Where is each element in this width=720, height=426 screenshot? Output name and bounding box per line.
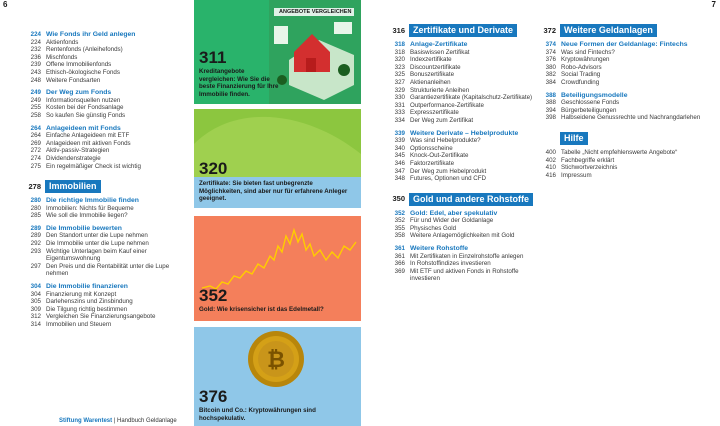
toc-title: Den Standort unter die Lupe nehmen bbox=[46, 232, 148, 240]
footer-title: Handbuch Geldanlage bbox=[117, 418, 177, 424]
toc-entry[interactable] bbox=[20, 205, 188, 213]
toc-page-number: 249 bbox=[30, 89, 41, 97]
toc-title: Einfache Anlageideen mit ETF bbox=[46, 132, 130, 140]
toc-title: Mit ETF und aktiven Fonds in Rohstoffe investieren bbox=[410, 267, 519, 283]
toc-page-number: 239 bbox=[30, 61, 41, 69]
toc-page-number: 380 bbox=[545, 63, 556, 71]
toc-page-number: 304 bbox=[30, 283, 41, 291]
toc-page-number: 402 bbox=[545, 156, 556, 164]
toc-page-number: 264 bbox=[30, 132, 41, 140]
toc-entry[interactable] bbox=[535, 64, 710, 72]
chapter-title: Zertifikate und Derivate bbox=[409, 24, 517, 37]
toc-title: Immobilien: Nichts für Bequeme bbox=[46, 204, 134, 212]
toc-entry[interactable] bbox=[384, 232, 544, 240]
toc-entry[interactable] bbox=[535, 164, 710, 172]
toc-entry[interactable] bbox=[20, 112, 188, 120]
tile-zertifikate bbox=[194, 109, 361, 208]
tile-page-number: 311 bbox=[199, 48, 227, 67]
toc-page-number: 224 bbox=[30, 31, 41, 38]
toc-page-number: 304 bbox=[30, 290, 41, 298]
toc-title: Gold: Edel, aber spekulativ bbox=[410, 209, 498, 217]
toc-title: Informationsquellen nutzen bbox=[46, 96, 121, 104]
toc-entry[interactable] bbox=[20, 104, 188, 112]
tile-caption: Bitcoin und Co.: Kryptowährungen sind hochspekulativ. bbox=[199, 407, 316, 422]
toc-section-heading[interactable] bbox=[20, 31, 188, 39]
toc-title: Anlage-Zertifikate bbox=[410, 41, 468, 48]
toc-page-number: 388 bbox=[545, 99, 556, 107]
toc-section-heading[interactable] bbox=[535, 41, 710, 49]
toc-page-number: 314 bbox=[30, 321, 41, 328]
toc-page-number: 232 bbox=[30, 46, 41, 54]
toc-title: Fachbegriffe erklärt bbox=[561, 156, 615, 164]
footer-separator: | bbox=[113, 418, 116, 424]
toc-entry[interactable] bbox=[535, 99, 710, 107]
toc-page-number: 264 bbox=[30, 124, 41, 132]
toc-title: Offene Immobilienfonds bbox=[46, 61, 112, 69]
toc-entry[interactable] bbox=[384, 160, 544, 168]
toc-title: Indexzertifikate bbox=[410, 56, 452, 64]
toc-page-number: 410 bbox=[545, 164, 556, 172]
toc-entry[interactable] bbox=[20, 69, 188, 77]
toc-entry[interactable] bbox=[384, 268, 544, 283]
toc-page-number: 248 bbox=[30, 76, 41, 84]
toc-page-number: 334 bbox=[394, 116, 405, 124]
tile-caption: Gold: Wie krisensicher ist das Edelmetall? bbox=[199, 306, 324, 313]
toc-title: Der Weg zum Zertifikat bbox=[410, 116, 474, 124]
toc-entry[interactable] bbox=[535, 49, 710, 57]
toc-title: Ethisch-ökologische Fonds bbox=[46, 68, 120, 76]
toc-page-number: 274 bbox=[30, 154, 41, 162]
toc-page-number: 297 bbox=[30, 262, 41, 270]
toc-entry[interactable] bbox=[384, 137, 544, 145]
toc-entry[interactable] bbox=[20, 77, 188, 85]
toc-entry[interactable] bbox=[384, 71, 544, 79]
toc-title: Weitere Derivate – Hebelprodukte bbox=[410, 129, 519, 137]
footer-brand: Stiftung Warentest bbox=[59, 418, 113, 424]
toc-title: Robo-Advisors bbox=[561, 63, 602, 71]
toc-entry[interactable] bbox=[535, 157, 710, 165]
toc-title: Kosten bei der Fondsanlage bbox=[46, 104, 124, 112]
toc-page-number: 243 bbox=[30, 68, 41, 76]
toc-page-number: 318 bbox=[394, 48, 405, 56]
toc-page-number: 398 bbox=[545, 114, 556, 122]
toc-section-heading[interactable] bbox=[20, 125, 188, 133]
toc-page-number: 361 bbox=[394, 252, 405, 260]
toc-title: Futures, Optionen und CFD bbox=[410, 175, 487, 183]
toc-title: Bürgerbeteiligungen bbox=[561, 106, 617, 114]
toc-entry[interactable] bbox=[20, 263, 188, 278]
page-number-left: 6 bbox=[3, 0, 8, 9]
chapter-title: Gold und andere Rohstoffe bbox=[409, 193, 533, 206]
toc-title: Finanzierung mit Konzept bbox=[46, 290, 117, 298]
toc-section-heading[interactable] bbox=[20, 225, 188, 233]
toc-entry[interactable] bbox=[20, 155, 188, 163]
toc-entry[interactable] bbox=[20, 321, 188, 329]
toc-title: Die Tilgung richtig bestimmen bbox=[46, 305, 128, 313]
chapter-page-number: 350 bbox=[392, 194, 405, 204]
toc-title: Den Preis und die Rentabilität unter die Lupe nehmen bbox=[46, 262, 170, 278]
toc-title: Anlageideen mit aktiven Fonds bbox=[46, 139, 131, 147]
toc-entry[interactable] bbox=[20, 291, 188, 299]
toc-entry[interactable] bbox=[535, 172, 710, 180]
toc-page-number: 340 bbox=[394, 144, 405, 152]
toc-entry[interactable] bbox=[20, 97, 188, 105]
toc-entry[interactable] bbox=[384, 87, 544, 95]
toc-title: Weitere Rohstoffe bbox=[410, 245, 469, 253]
toc-entry[interactable] bbox=[535, 114, 710, 122]
toc-section-heading[interactable] bbox=[384, 41, 544, 49]
toc-title: Aktienanleihen bbox=[410, 78, 451, 86]
toc-title: Die Immobilie unter die Lupe nehmen bbox=[46, 240, 149, 248]
toc-title: Neue Formen der Geldanlage: Fintechs bbox=[561, 41, 688, 48]
toc-entry[interactable] bbox=[384, 217, 544, 225]
toc-page-number: 285 bbox=[30, 212, 41, 220]
toc-title: Rentenfonds (Anleihefonds) bbox=[46, 46, 123, 54]
toc-entry[interactable] bbox=[20, 240, 188, 248]
toc-page-number: 329 bbox=[394, 86, 405, 94]
toc-column-1 bbox=[20, 26, 188, 329]
tile-page-number: 376 bbox=[199, 387, 228, 406]
toc-title: Mischfonds bbox=[46, 53, 78, 61]
toc-page-number: 382 bbox=[545, 71, 556, 79]
toc-entry[interactable] bbox=[384, 102, 544, 110]
toc-title: Weitere Anlagemöglichkeiten mit Gold bbox=[410, 232, 515, 240]
toc-title: Der Weg zum Hebelprodukt bbox=[410, 167, 487, 175]
toc-title: Kryptowährungen bbox=[561, 56, 610, 64]
toc-page-number: 355 bbox=[394, 224, 405, 232]
toc-page-number: 339 bbox=[394, 129, 405, 137]
toc-page-number: 325 bbox=[394, 71, 405, 79]
toc-title: So kaufen Sie günstig Fonds bbox=[46, 111, 126, 119]
tile-caption: Zertifikate: Sie bieten fast unbegrenzte Möglichkeiten, sind aber nur für erfahrene Anleger geeignet. bbox=[199, 180, 348, 202]
toc-title: Garantiezertifikate (Kapitalschutz-Zertifikate) bbox=[410, 94, 533, 102]
tile-banner: ANGEBOTE VERGLEICHEN bbox=[279, 9, 352, 15]
chapter-heading bbox=[535, 24, 710, 37]
toc-entry[interactable] bbox=[384, 225, 544, 233]
chapter-heading bbox=[535, 132, 710, 145]
toc-title: Was sind Hebelprodukte? bbox=[410, 137, 481, 145]
chapter-heading bbox=[384, 193, 544, 206]
chapter-heading bbox=[20, 180, 188, 193]
toc-page-number: 258 bbox=[30, 111, 41, 119]
toc-page-number: 416 bbox=[545, 171, 556, 179]
toc-title: Crowdfunding bbox=[561, 78, 600, 86]
toc-title: Bonuszertifikate bbox=[410, 71, 455, 79]
toc-title: Der Weg zum Fonds bbox=[46, 89, 112, 97]
toc-title: Für und Wider der Goldanlage bbox=[410, 217, 494, 225]
toc-entry[interactable] bbox=[384, 109, 544, 117]
toc-page-number: 293 bbox=[30, 247, 41, 255]
toc-entry[interactable] bbox=[20, 46, 188, 54]
toc-entry[interactable] bbox=[535, 71, 710, 79]
toc-entry[interactable] bbox=[20, 248, 188, 263]
toc-title: Halbseidene Genussrechte und Nachrangdarlehen bbox=[561, 114, 701, 122]
tile-page-number: 352 bbox=[199, 286, 228, 305]
toc-title: Darlehenszins und Zinsbindung bbox=[46, 298, 133, 306]
toc-title: Impressum bbox=[561, 171, 592, 179]
toc-page-number: 331 bbox=[394, 101, 405, 109]
toc-page-number: 224 bbox=[30, 38, 41, 46]
toc-title: Aktienfonds bbox=[46, 38, 79, 46]
toc-page-number: 280 bbox=[30, 197, 41, 205]
toc-page-number: 323 bbox=[394, 63, 405, 71]
toc-page-number: 394 bbox=[545, 106, 556, 114]
tile-kreditangebote bbox=[194, 0, 361, 104]
toc-page-number: 366 bbox=[394, 260, 405, 268]
toc-page-number: 327 bbox=[394, 78, 405, 86]
toc-title: Die richtige Immobilie finden bbox=[46, 197, 139, 205]
toc-section-heading[interactable] bbox=[535, 92, 710, 100]
chapter-page-number: 278 bbox=[28, 181, 41, 191]
toc-title: Wie Fonds ihr Geld anlegen bbox=[46, 31, 136, 38]
toc-entry[interactable] bbox=[20, 140, 188, 148]
tile-bitcoin bbox=[194, 327, 361, 426]
toc-entry[interactable] bbox=[535, 107, 710, 115]
toc-title: Expresszertifikate bbox=[410, 109, 459, 117]
toc-title: Knock-Out-Zertifikate bbox=[410, 152, 469, 160]
toc-page-number: 320 bbox=[394, 56, 405, 64]
toc-title: Faktorzertifikate bbox=[410, 159, 455, 167]
toc-page-number: 312 bbox=[30, 313, 41, 321]
toc-entry[interactable] bbox=[384, 152, 544, 160]
toc-title: Tabelle „Nicht empfehlenswerte Angebote“ bbox=[561, 148, 678, 156]
chapter-title: Hilfe bbox=[560, 132, 588, 145]
toc-page-number: 358 bbox=[394, 232, 405, 240]
toc-title: Discountzertifikate bbox=[410, 63, 461, 71]
toc-entry[interactable] bbox=[384, 94, 544, 102]
toc-entry[interactable] bbox=[20, 61, 188, 69]
toc-page-number: 280 bbox=[30, 204, 41, 212]
toc-entry[interactable] bbox=[20, 163, 188, 171]
toc-page-number: 345 bbox=[394, 152, 405, 160]
toc-entry[interactable] bbox=[535, 79, 710, 87]
toc-entry[interactable] bbox=[20, 298, 188, 306]
toc-page-number: 330 bbox=[394, 94, 405, 102]
toc-page-number: 309 bbox=[30, 305, 41, 313]
toc-page-number: 255 bbox=[30, 104, 41, 112]
toc-page-number: 361 bbox=[394, 245, 405, 253]
toc-page-number: 369 bbox=[394, 267, 405, 275]
toc-page-number: 318 bbox=[394, 41, 405, 48]
toc-page-number: 400 bbox=[545, 148, 556, 156]
toc-section-heading[interactable] bbox=[384, 245, 544, 253]
toc-page-number: 272 bbox=[30, 147, 41, 155]
toc-entry[interactable] bbox=[384, 175, 544, 183]
toc-entry[interactable] bbox=[384, 56, 544, 64]
toc-page-number: 275 bbox=[30, 162, 41, 170]
toc-title: Social Trading bbox=[561, 71, 601, 79]
toc-page-number: 289 bbox=[30, 224, 41, 232]
toc-page-number: 352 bbox=[394, 209, 405, 217]
toc-entry[interactable] bbox=[384, 260, 544, 268]
toc-title: Weitere Fondsarten bbox=[46, 76, 101, 84]
toc-page-number: 236 bbox=[30, 53, 41, 61]
toc-entry[interactable] bbox=[384, 253, 544, 261]
toc-page-number: 376 bbox=[545, 56, 556, 64]
chapter-title: Immobilien bbox=[45, 180, 101, 193]
toc-page-number: 333 bbox=[394, 109, 405, 117]
toc-entry[interactable] bbox=[20, 39, 188, 47]
toc-page-number: 249 bbox=[30, 96, 41, 104]
toc-section-heading[interactable] bbox=[384, 130, 544, 138]
toc-page-number: 388 bbox=[545, 91, 556, 99]
toc-column-4 bbox=[535, 24, 710, 179]
toc-title: Strukturierte Anleihen bbox=[410, 86, 470, 94]
toc-entry[interactable] bbox=[384, 117, 544, 125]
toc-title: Basiswissen Zertifikat bbox=[410, 48, 470, 56]
toc-page-number: 292 bbox=[30, 240, 41, 248]
toc-title: Stichwortverzeichnis bbox=[561, 164, 618, 172]
toc-page-number: 374 bbox=[545, 48, 556, 56]
toc-title: Physisches Gold bbox=[410, 224, 457, 232]
toc-entry[interactable] bbox=[20, 212, 188, 220]
toc-section-heading[interactable] bbox=[20, 283, 188, 291]
toc-title: Die Immobilie finanzieren bbox=[46, 283, 128, 291]
toc-entry[interactable] bbox=[384, 64, 544, 72]
toc-column-3 bbox=[384, 24, 544, 283]
toc-title: Was sind Fintechs? bbox=[561, 48, 615, 56]
page-number-right: 7 bbox=[711, 0, 716, 9]
toc-title: Wie soll die Immobilie liegen? bbox=[46, 212, 128, 220]
toc-entry[interactable] bbox=[20, 313, 188, 321]
toc-page-number: 346 bbox=[394, 159, 405, 167]
toc-page-number: 352 bbox=[394, 217, 405, 225]
toc-title: Outperformance-Zertifikate bbox=[410, 101, 484, 109]
toc-title: Beteiligungsmodelle bbox=[561, 91, 628, 99]
toc-section-heading[interactable] bbox=[20, 89, 188, 97]
toc-title: Anlageideen mit Fonds bbox=[46, 124, 121, 132]
toc-page-number: 305 bbox=[30, 298, 41, 306]
toc-entry[interactable] bbox=[20, 132, 188, 140]
toc-title: Geschlossene Fonds bbox=[561, 99, 620, 107]
toc-title: Mit Zertifikaten in Einzelrohstoffe anlegen bbox=[410, 252, 524, 260]
toc-entry[interactable] bbox=[20, 54, 188, 62]
toc-title: Wichtige Unterlagen beim Kauf einer Eigentumswohnung bbox=[46, 247, 147, 263]
chapter-heading bbox=[384, 24, 544, 37]
toc-entry[interactable] bbox=[535, 149, 710, 157]
toc-entry[interactable] bbox=[384, 49, 544, 57]
toc-entry[interactable] bbox=[20, 232, 188, 240]
toc-page-number: 289 bbox=[30, 232, 41, 240]
toc-title: Dividendenstrategie bbox=[46, 154, 101, 162]
toc-entry[interactable] bbox=[535, 56, 710, 64]
toc-title: Immobilien und Steuern bbox=[46, 321, 112, 328]
toc-entry[interactable] bbox=[384, 168, 544, 176]
tile-page-number: 320 bbox=[199, 159, 228, 178]
toc-title: Optionsscheine bbox=[410, 144, 453, 152]
tile-gold bbox=[194, 216, 361, 321]
chapter-page-number: 316 bbox=[392, 25, 405, 35]
toc-entry[interactable] bbox=[20, 306, 188, 314]
toc-entry[interactable] bbox=[384, 145, 544, 153]
toc-page-number: 269 bbox=[30, 139, 41, 147]
svg-text:₿: ₿ bbox=[267, 348, 285, 373]
toc-entry[interactable] bbox=[20, 147, 188, 155]
toc-page-number: 347 bbox=[394, 167, 405, 175]
chapter-page-number: 372 bbox=[543, 25, 556, 35]
toc-page-number: 374 bbox=[545, 41, 556, 48]
toc-entry[interactable] bbox=[384, 79, 544, 87]
toc-section-heading[interactable] bbox=[384, 210, 544, 218]
toc-title: Ein regelmäßiger Check ist wichtig bbox=[46, 162, 141, 170]
toc-page-number: 384 bbox=[545, 78, 556, 86]
toc-page-number: 339 bbox=[394, 137, 405, 145]
toc-page-number: 348 bbox=[394, 175, 405, 183]
toc-title: Aktiv-passiv-Strategien bbox=[46, 147, 110, 155]
footer bbox=[59, 418, 177, 424]
toc-title: In Rohstoffindizes investieren bbox=[410, 260, 491, 268]
toc-title: Die Immobilie bewerten bbox=[46, 224, 122, 232]
toc-section-heading[interactable] bbox=[20, 197, 188, 205]
toc-title: Vergleichen Sie Finanzierungsangebote bbox=[46, 313, 156, 321]
tile-caption: Kreditangebote vergleichen: Wie Sie die beste Finanzierung für Ihre Immobilie finden. bbox=[199, 68, 279, 98]
chapter-title: Weitere Geldanlagen bbox=[560, 24, 657, 37]
